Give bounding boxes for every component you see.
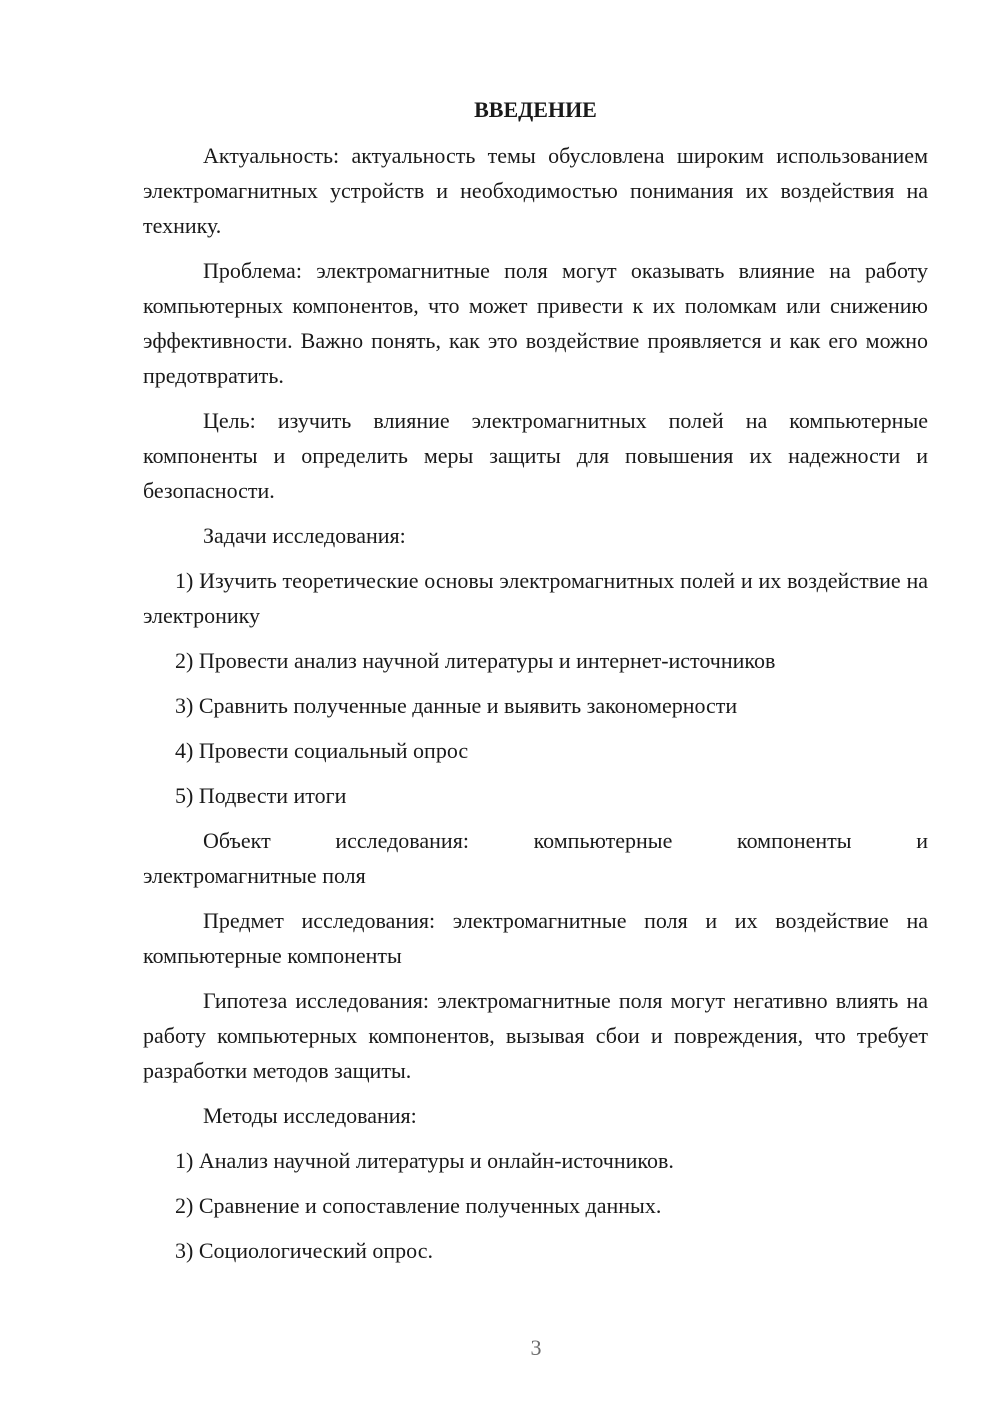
task-item: 3) Сравнить полученные данные и выявить закономерности: [175, 693, 738, 718]
paragraph-relevance: Актуальность: актуальность темы обусловлена широким использованием электромагнитных устройств и необходимостью понимания их воздействия на технику.: [143, 143, 928, 238]
methods-heading: Методы исследования:: [203, 1103, 417, 1128]
task-item: 1) Изучить теоретические основы электромагнитных полей и их воздействие на электронику: [143, 568, 928, 628]
paragraph-object: [143, 823, 928, 858]
paragraph-object-end: электромагнитные поля: [143, 863, 366, 888]
task-item: 4) Провести социальный опрос: [175, 738, 469, 763]
paragraph-problem: Проблема: электромагнитные поля могут оказывать влияние на работу компьютерных компонентов, что может привести к их поломкам или снижению эффективности. Важно понять, как это воздействие проявляется и как его можно предотвратить.: [143, 258, 928, 388]
method-item: 3) Социологический опрос.: [175, 1238, 433, 1263]
paragraph-hypothesis: Гипотеза исследования: электромагнитные поля могут негативно влиять на работу компьютерных компонентов, вызывая сбои и повреждения, что требует разработки методов защиты.: [143, 988, 928, 1083]
object-text: Объект исследования: компьютерные компоненты и: [203, 828, 928, 853]
page-title: ВВЕДЕНИЕ: [474, 97, 597, 122]
page-content: [143, 92, 928, 1278]
page-number: 3: [530, 1335, 542, 1360]
paragraph-subject: Предмет исследования: электромагнитные поля и их воздействие на компьютерные компоненты: [143, 908, 928, 968]
task-item: 5) Подвести итоги: [175, 783, 347, 808]
paragraph-goal: Цель: изучить влияние электромагнитных полей на компьютерные компоненты и определить меры защиты для повышения их надежности и безопасности.: [143, 408, 928, 503]
method-item: 2) Сравнение и сопоставление полученных данных.: [175, 1193, 662, 1218]
tasks-heading: Задачи исследования:: [203, 523, 406, 548]
method-item: 1) Анализ научной литературы и онлайн-источников.: [175, 1148, 674, 1173]
task-item: 2) Провести анализ научной литературы и интернет-источников: [175, 648, 776, 673]
